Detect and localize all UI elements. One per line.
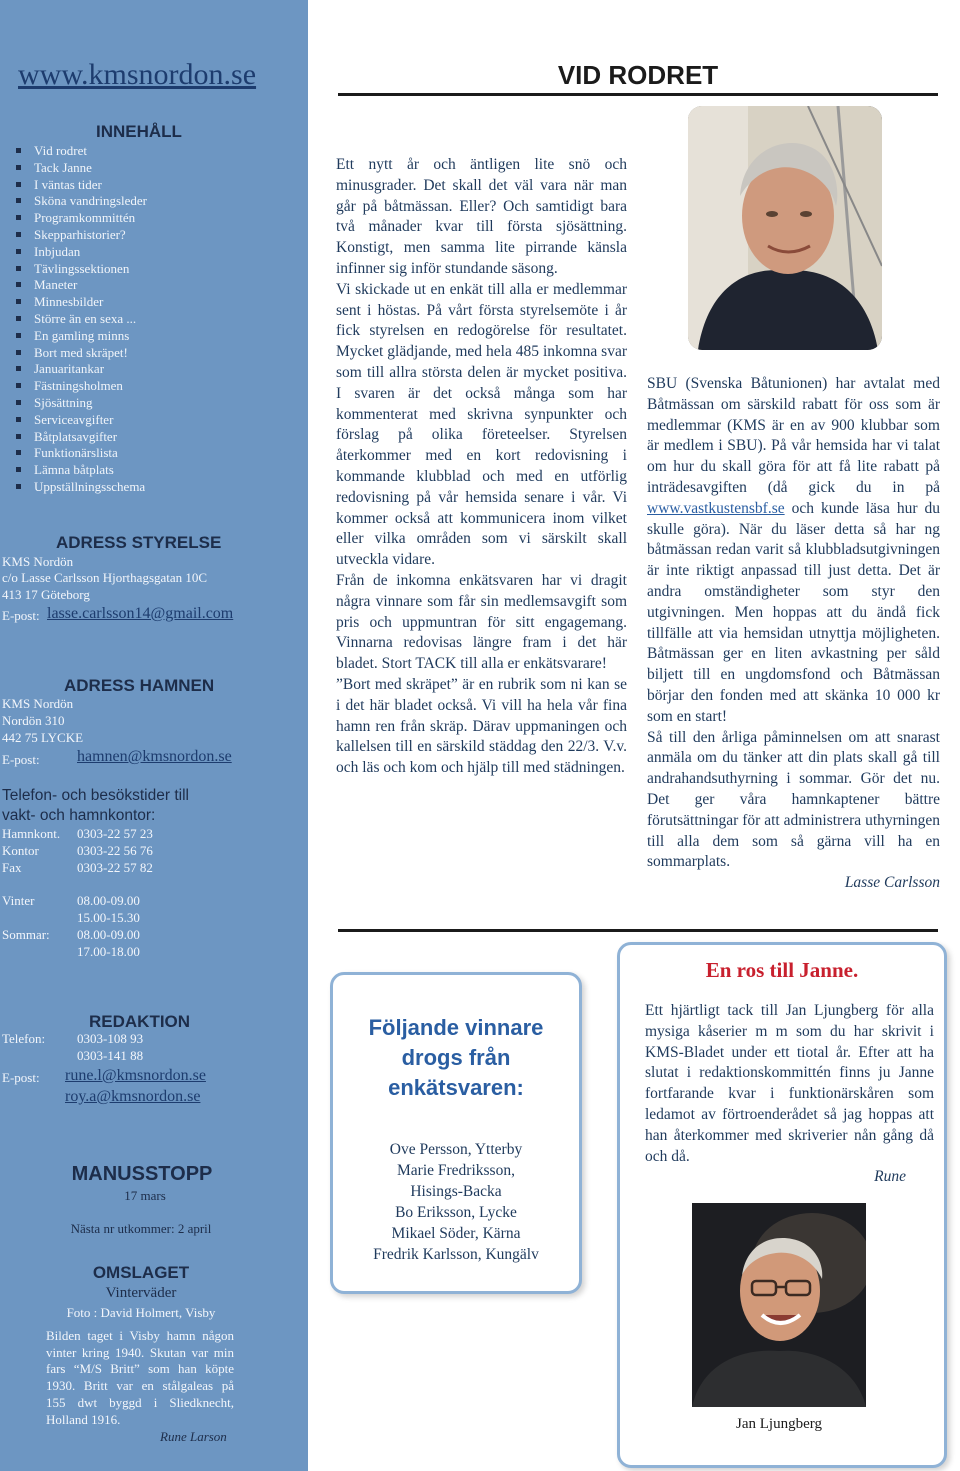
redaktion-title: REDAKTION xyxy=(89,1012,191,1031)
column-2-paragraph-2: Så till den årliga påminnelsen om att snarast anmäla om du tänker att din plats skall gå till andrahandsuthyrning i sommar. Gör det nu. Det ger våra hamnkaptener bättre förutsättningar för att administrera uthyrningen till alla dem som så gärna vill ha en sommarplats. xyxy=(647,728,940,871)
ros-text: Ett hjärtligt tack till Jan Ljungberg för alla mysiga kåserier m m som du har skrivit i KMS-Bladet under ett tiotal år. Efter att ha slutat i redaktionskommittén finns ju Janne fortfarande kvar i funktionärskåren som ledamot av förtroenderådet så jag hoppas att han återkommer med skriverier nån gång då och då. xyxy=(645,1002,934,1165)
toc-list xyxy=(14,143,147,496)
styrelse-line3: 413 17 Göteborg xyxy=(2,587,90,602)
telefon-title-line1: Telefon- och besökstider till xyxy=(2,787,189,804)
styrelse-line2: c/o Lasse Carlsson Hjorthagsgatan 10C xyxy=(2,570,208,585)
ros-title: En ros till Janne. xyxy=(705,958,859,982)
telefon-row-label-1: Kontor xyxy=(2,843,39,858)
omslaget-line: Holland 1916. xyxy=(46,1411,121,1427)
page-title: VID RODRET xyxy=(557,60,719,90)
toc-item[interactable]: Vid rodret xyxy=(14,143,147,160)
hamnen-email-label: E-post: xyxy=(2,752,40,767)
telefon-row-label-2: Fax xyxy=(2,860,22,875)
styrelse-email-link[interactable]: lasse.carlsson14@gmail.com xyxy=(47,605,234,622)
telefon-title-line2: vakt- och hamnkontor: xyxy=(2,807,156,824)
redaktion-email-link-2[interactable]: roy.a@kmsnordon.se xyxy=(65,1088,201,1105)
hamnen-line1: KMS Nordön xyxy=(2,696,74,711)
omslaget-title: OMSLAGET xyxy=(92,1263,190,1282)
toc-item[interactable]: Större än en sexa ... xyxy=(14,311,147,328)
telefon-row-label-0: Hamnkont. xyxy=(2,826,61,841)
sommar-time-2: 17.00-18.00 xyxy=(77,944,140,959)
vinter-time-2: 15.00-15.30 xyxy=(77,910,140,925)
manusstopp-title: MANUSSTOPP xyxy=(71,1163,213,1185)
manusstopp-next: Nästa nr utkommer: 2 april xyxy=(70,1221,212,1236)
omslaget-line: fars “M/S Britt” som han köpte xyxy=(46,1361,234,1377)
omslaget-line: Bilden taget i Visby hamn någon xyxy=(46,1328,234,1343)
redaktion-tel-1: 0303-108 93 xyxy=(77,1031,144,1046)
title-rule xyxy=(338,93,938,96)
omslaget-photo-credit: Foto : David Holmert, Visby xyxy=(66,1305,216,1320)
omslaget-subtitle: Vinterväder xyxy=(105,1285,177,1301)
toc-title: INNEHÅLL xyxy=(96,122,182,141)
vastkusten-link[interactable]: www.vastkustensbf.se xyxy=(647,499,785,517)
manusstopp-date: 17 mars xyxy=(124,1188,166,1203)
styrelse-title: ADRESS STYRELSE xyxy=(56,533,222,552)
styrelse-line1: KMS Nordön xyxy=(2,554,74,569)
toc-item[interactable]: Sjösättning xyxy=(14,395,147,412)
toc-item[interactable]: Funktionärslista xyxy=(14,445,147,462)
telefon-row-value-2: 0303-22 57 82 xyxy=(77,860,153,875)
telefon-title xyxy=(2,786,189,826)
winner-name: Fredrik Karlsson, Kungälv xyxy=(373,1246,539,1263)
hamnen-line3: 442 75 LYCKE xyxy=(2,730,84,745)
hamnen-email-link[interactable]: hamnen@kmsnordon.se xyxy=(77,748,232,765)
article-column-1 xyxy=(336,155,627,779)
ros-signature: Rune xyxy=(874,1168,906,1186)
telefon-row-value-0: 0303-22 57 23 xyxy=(77,826,153,841)
sommar-label: Sommar: xyxy=(2,927,50,942)
omslaget-text xyxy=(46,1328,234,1428)
redaktion-email-link-1[interactable]: rune.l@kmsnordon.se xyxy=(65,1067,206,1084)
redaktion-email-label: E-post: xyxy=(2,1070,40,1085)
winner-name: Mikael Söder, Kärna xyxy=(391,1225,521,1242)
vinter-time-1: 08.00-09.00 xyxy=(77,893,140,908)
toc-item[interactable]: I väntas tider xyxy=(14,177,147,194)
hamnen-line2: Nordön 310 xyxy=(2,713,65,728)
winners-list xyxy=(333,1139,579,1265)
hamnen-title: ADRESS HAMNEN xyxy=(64,676,215,695)
column-2-text-after-link: och kunde läsa hur du skulle göra). När du läser detta så har ng båtmässan redan varit så klubbladsutgivningen är inte riktigt anpassad till just detta. Det är andra omständigheter som styr den utgivningen. Men hoppas att du ändå fick tillfälle att via hemsidan utnyttja möjligheten. Båtmässan ger en liten avkastning per såld biljett till en ungdomsfond och Båtmässan börjar den fonden med att skänka 10 000 kr som en start! xyxy=(647,499,940,725)
article-paragraph-2: Vi skickade ut en enkät till alla er medlemmar sent i höstas. På vårt första styrelsemöte i år fick styrelsen en redogörelse för resultatet. Mycket glädjande, med hela 485 inkomna svar som till allra största delen är mycket positiva. I svaren är det också många som har kommenterat med skrivna synpunkter och förslag på olika företeelser. Styrelsen återkommer med en kort redovisning i kommande klubblad och med en utförlig redovisning på vår hemsida senare i vår. Vi kommer också att kommunicera inom vilket eller vilka områden som vi särskilt skall utveckla vidare. xyxy=(336,280,627,569)
telefon-row-value-1: 0303-22 56 76 xyxy=(77,843,153,858)
omslaget-line: 155 dwt byggd i Sliedknecht, xyxy=(46,1394,234,1410)
omslaget-line: vinter kring 1940. Skutan var min xyxy=(46,1344,234,1360)
toc-item[interactable]: Bort med skräpet! xyxy=(14,345,147,362)
jan-photo xyxy=(692,1203,866,1407)
toc-item[interactable]: Tack Janne xyxy=(14,160,147,177)
article-paragraph-3: Från de inkomna enkätsvaren har vi dragit några vinnare som får sin medlemsavgift som pris och uppmuntran för sitt engagemang. Vinnarna redovisas längre fram i det här bladet. Stort TACK till alla er enkätsvarare! xyxy=(336,571,627,673)
jan-photo-caption: Jan Ljungberg xyxy=(736,1416,822,1432)
article-signature: Lasse Carlsson xyxy=(844,874,940,892)
styrelse-email-label: E-post: xyxy=(2,608,40,623)
toc-item[interactable]: Tävlingssektionen xyxy=(14,261,147,278)
author-photo xyxy=(688,106,882,350)
toc-item[interactable]: Programkommittén xyxy=(14,210,147,227)
toc-item[interactable]: En gamling minns xyxy=(14,328,147,345)
toc-item[interactable]: Inbjudan xyxy=(14,244,147,261)
toc-item[interactable]: Sköna vandringsleder xyxy=(14,193,147,210)
winner-name: Ove Persson, Ytterby xyxy=(389,1141,523,1158)
omslaget-line: 1930. Britt var en stålgaleas på xyxy=(46,1378,234,1394)
toc-item[interactable]: Januaritankar xyxy=(14,361,147,378)
toc-item[interactable]: Båtplatsavgifter xyxy=(14,429,147,446)
toc-item[interactable]: Minnesbilder xyxy=(14,294,147,311)
ros-box xyxy=(617,942,947,1468)
section-rule xyxy=(338,929,938,932)
toc-item[interactable]: Lämna båtplats xyxy=(14,462,147,479)
site-link[interactable]: www.kmsnordon.se xyxy=(18,58,257,91)
redaktion-tel-label: Telefon: xyxy=(2,1031,46,1046)
winner-name: Bo Eriksson, Lycke xyxy=(395,1204,517,1221)
omslaget-author: Rune Larson xyxy=(160,1429,227,1444)
article-paragraph-1: Ett nytt år och äntligen lite snö och minusgrader. Det skall det väl vara när man går på båtmässan. Eller? Och samtidigt bara två månader kvar till första sjösättning. Konstigt, men samma lite pirrande känsla infinner sig inför stundande säsong. xyxy=(336,156,627,277)
toc-item[interactable]: Fästningsholmen xyxy=(14,378,147,395)
winner-name: Hisings-Backa xyxy=(410,1183,502,1200)
toc-item[interactable]: Maneter xyxy=(14,277,147,294)
toc-item[interactable]: Skepparhistorier? xyxy=(14,227,147,244)
winner-name: Marie Fredriksson, xyxy=(397,1162,515,1179)
column-2-paragraph-1 xyxy=(647,374,940,728)
redaktion-tel-2: 0303-141 88 xyxy=(77,1048,144,1063)
article-paragraph-4: ”Bort med skräpet” är en rubrik som ni kan se i det här bladet också. Vi vill ha hela vår fina hamn ren från skräp. Därav uppmaningen och kallelsen till en särskild städdag den 22/3. V.v. och läs och kom och hjälp till med städningen. xyxy=(336,675,627,777)
toc-item[interactable]: Uppställningsschema xyxy=(14,479,147,496)
article-column-2 xyxy=(647,374,940,894)
toc-item[interactable]: Serviceavgifter xyxy=(14,412,147,429)
winners-title: Följande vinnare drogs från enkätsvaren: xyxy=(368,1015,544,1100)
sommar-time-1: 08.00-09.00 xyxy=(77,927,140,942)
vinter-label: Vinter xyxy=(2,893,35,908)
winners-box xyxy=(330,972,582,1294)
column-2-text-before-link: SBU (Svenska Båtunionen) har avtalat med Båtmässan om särskild rabatt för oss som är medlemmar (KMS är en av 900 klubbar som är medlem i SBU). På vår hemsida har vi talat om hur du skall göra för att få lite rabatt på inträdesavgiften (då gick du in på xyxy=(647,375,940,496)
